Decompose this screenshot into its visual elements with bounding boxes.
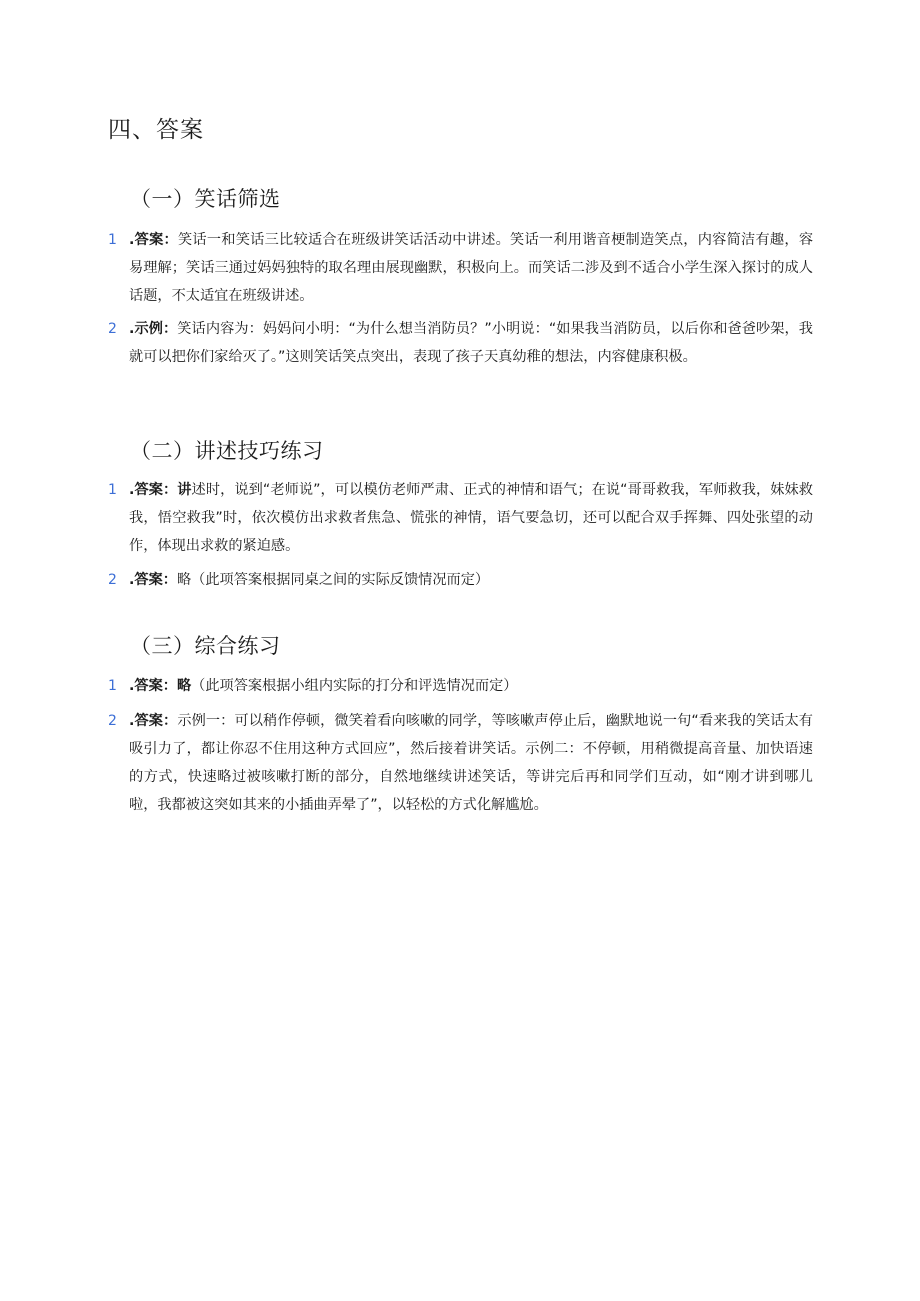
answer-text: 笑话内容为：妈妈问小明：“为什么想当消防员？”小明说：“如果我当消防员，以后你和爸爸吵架，我就可以把你们家给灭了。”这则笑话笑点突出，表现了孩子天真幼稚的想法，内容健康积极。 (129, 321, 813, 365)
answer-lead: .答案：讲 (129, 482, 192, 498)
page-title: 四、答案 (108, 117, 204, 143)
item-number: 2 (108, 321, 117, 337)
answer-item (108, 566, 813, 594)
answer-item (108, 226, 813, 310)
answer-text: 述时，说到“老师说”，可以模仿老师严肃、正式的神情和语气；在说“哥哥救我，军师救我，妹妹救我，悟空救我”时，依次模仿出求救者焦急、慌张的神情，语气要急切，还可以配合双手挥舞、四处张望的动作，体现出求救的紧迫感。 (129, 482, 813, 554)
answer-lead: .答案： (129, 713, 178, 729)
section-heading-comprehensive-practice: （三）综合练习 (130, 634, 281, 658)
answer-lead: .示例： (129, 321, 178, 337)
answer-paragraph (129, 566, 813, 594)
item-number: 1 (108, 678, 117, 694)
answer-text: 示例一：可以稍作停顿，微笑着看向咳嗽的同学，等咳嗽声停止后，幽默地说一句“看来我的笑话太有吸引力了，都让你忍不住用这种方式回应”，然后接着讲笑话。示例二：不停顿，用稍微提高音量、加快语速的方式，快速略过被咳嗽打断的部分，自然地继续讲述笑话，等讲完后再和同学们互动，如“刚才讲到哪儿啦，我都被这突如其来的小插曲弄晕了”，以轻松的方式化解尴尬。 (129, 713, 813, 813)
answer-paragraph (129, 476, 813, 560)
answer-item (108, 672, 813, 700)
answer-paragraph (129, 315, 813, 371)
answer-text: 略（此项答案根据同桌之间的实际反馈情况而定） (176, 572, 490, 588)
answer-paragraph (129, 672, 813, 700)
answer-paragraph (129, 226, 813, 310)
item-number: 2 (108, 713, 117, 729)
section-heading-narration-skills: （二）讲述技巧练习 (130, 439, 324, 463)
answer-item (108, 315, 813, 371)
answer-text: （此项答案根据小组内实际的打分和评选情况而定） (191, 678, 518, 694)
answer-lead: .答案：略 (129, 678, 192, 694)
item-number: 1 (108, 482, 117, 498)
section-heading-joke-selection: （一）笑话筛选 (130, 187, 281, 211)
answer-lead: .答案： (129, 232, 178, 248)
item-number: 2 (108, 572, 117, 588)
answer-item (108, 476, 813, 560)
answer-paragraph (129, 707, 813, 819)
answer-item (108, 707, 813, 819)
item-number: 1 (108, 232, 117, 248)
answer-lead: .答案： (129, 572, 177, 588)
answer-text: 笑话一和笑话三比较适合在班级讲笑话活动中讲述。笑话一利用谐音梗制造笑点，内容简洁有趣，容易理解；笑话三通过妈妈独特的取名理由展现幽默，积极向上。而笑话二涉及到不适合小学生深入探讨的成人话题，不太适宜在班级讲述。 (129, 232, 814, 304)
